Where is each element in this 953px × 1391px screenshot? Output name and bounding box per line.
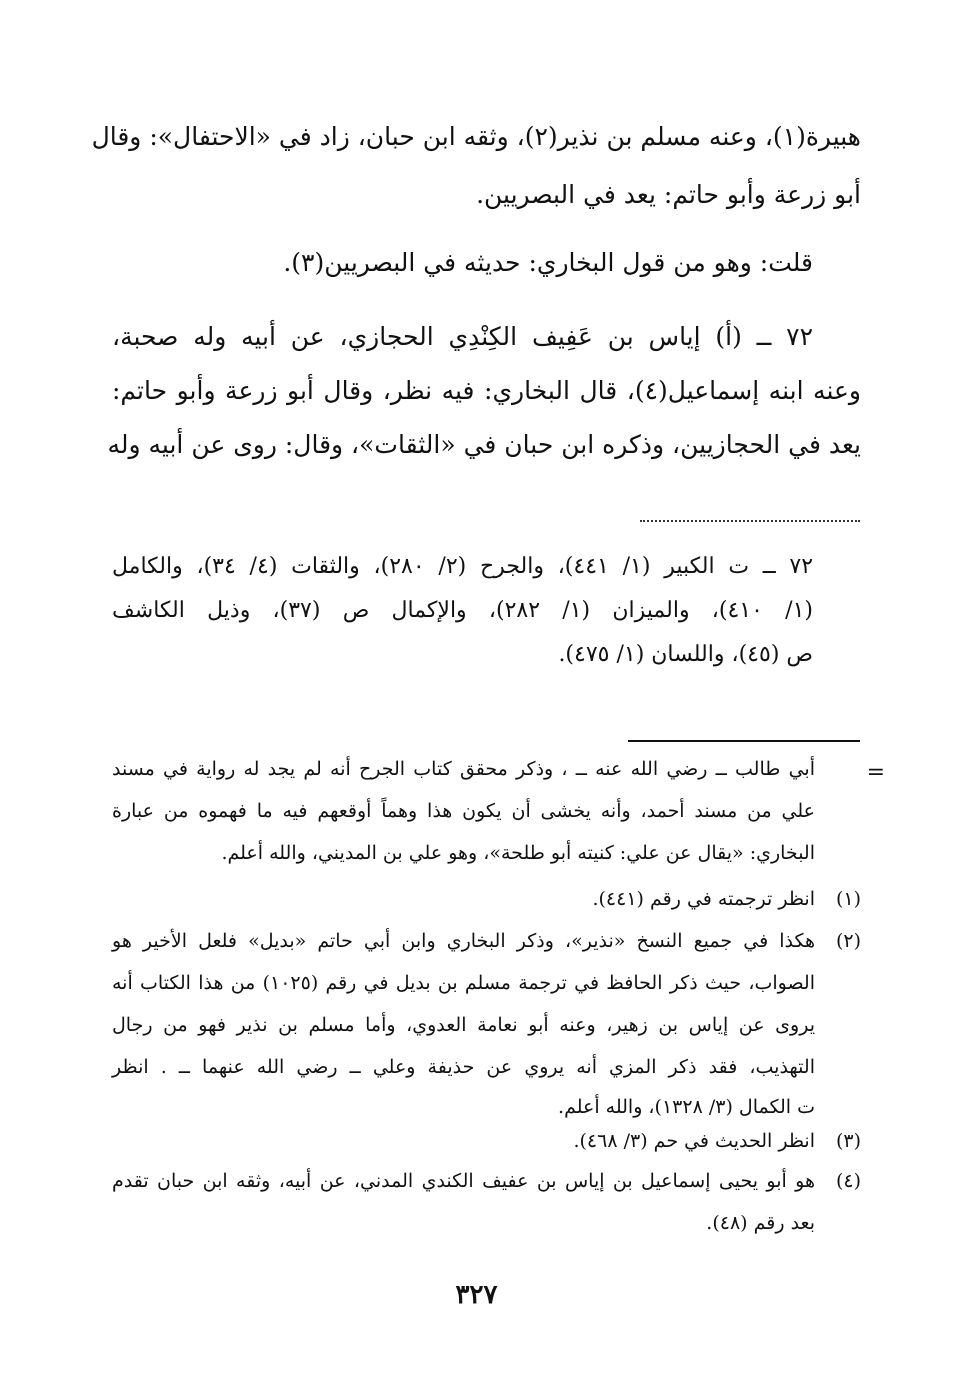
page-number: ٣٢٧ xyxy=(455,1280,498,1310)
footnote-marker: (١) xyxy=(835,888,861,910)
footnote-marker: (٣) xyxy=(835,1130,861,1152)
footnote-line: بعد رقم (٤٨). xyxy=(706,1212,815,1234)
continuation-mark: = xyxy=(866,760,885,785)
main-text-line: وعنه ابنه إسماعيل(٤)، قال البخاري: فيه نظر، وقال أبو زرعة وأبو حاتم: xyxy=(112,376,861,405)
footnote-line: انظر ترجمته في رقم (٤٤١). xyxy=(592,888,815,910)
footnote-marker: (٢) xyxy=(835,930,861,952)
footnote-line: انظر الحديث في حم (٣/ ٤٦٨). xyxy=(573,1130,815,1152)
section-dots-divider xyxy=(640,520,860,526)
footnote-line: الصواب، حيث ذكر الحافظ في ترجمة مسلم بن بديل في رقم (١٠٢٥) من هذا الكتاب أنه xyxy=(112,972,815,994)
footnote-continuation-line: البخاري: «يقال عن علي: كنيته أبو طلحة»، وهو علي بن المديني، والله أعلم. xyxy=(221,842,815,864)
main-text-line: قلت: وهو من قول البخاري: حديثه في البصريين(٣). xyxy=(283,248,813,277)
entry-heading: ٧٢ ــ (أ) إياس بن عَفِيف الكِنْدِي الحجازي، عن أبيه وله صحبة، xyxy=(112,322,813,351)
footnote-continuation-line: أبي طالب ــ رضي الله عنه ــ ، وذكر محقق كتاب الجرح أنه لم يجد له رواية في مسند xyxy=(112,758,815,780)
footnote-separator xyxy=(628,740,860,742)
footnote-line: يروى عن إياس بن زهير، وعنه أبو نعامة العدوي، وأما مسلم بن نذير فهو من رجال xyxy=(112,1014,815,1036)
footnote-line: ت الكمال (٣/ ١٣٢٨)، والله أعلم. xyxy=(558,1096,815,1118)
footnote-line: التهذيب، فقد ذكر المزي أنه يروي عن حذيفة وعلي ــ رضي الله عنهما ــ . انظر xyxy=(112,1056,815,1078)
entry-sources-line: ٧٢ ــ ت الكبير (١/ ٤٤١)، والجرح (٢/ ٢٨٠)، والثقات (٤/ ٣٤)، والكامل xyxy=(112,554,814,579)
footnote-marker: (٤) xyxy=(835,1170,861,1192)
entry-sources-line: ص (٤٥)، واللسان (١/ ٤٧٥). xyxy=(558,642,813,667)
main-text-line: يعد في الحجازيين، وذكره ابن حبان في «الثقات»، وقال: روى عن أبيه وله xyxy=(107,430,861,459)
footnote-line: هكذا في جميع النسخ «نذير»، وذكر البخاري وابن أبي حاتم «بديل» فلعل الأخير هو xyxy=(112,930,815,952)
entry-sources-line: (١/ ٤١٠)، والميزان (١/ ٢٨٢)، والإكمال ص (٣٧)، وذيل الكاشف xyxy=(112,598,814,623)
main-text-line: أبو زرعة وأبو حاتم: يعد في البصريين. xyxy=(476,180,861,209)
main-text-line: هبيرة(١)، وعنه مسلم بن نذير(٢)، وثقه ابن حبان، زاد في «الاحتفال»: وقال xyxy=(91,122,861,151)
footnote-line: هو أبو يحيى إسماعيل بن إياس بن عفيف الكندي المدني، عن أبيه، وثقه ابن حبان تقدم xyxy=(112,1170,815,1192)
footnote-continuation-line: علي من مسند أحمد، وأنه يخشى أن يكون هذا وهماً أوقعهم فيه ما فهموه من عبارة xyxy=(112,800,815,822)
